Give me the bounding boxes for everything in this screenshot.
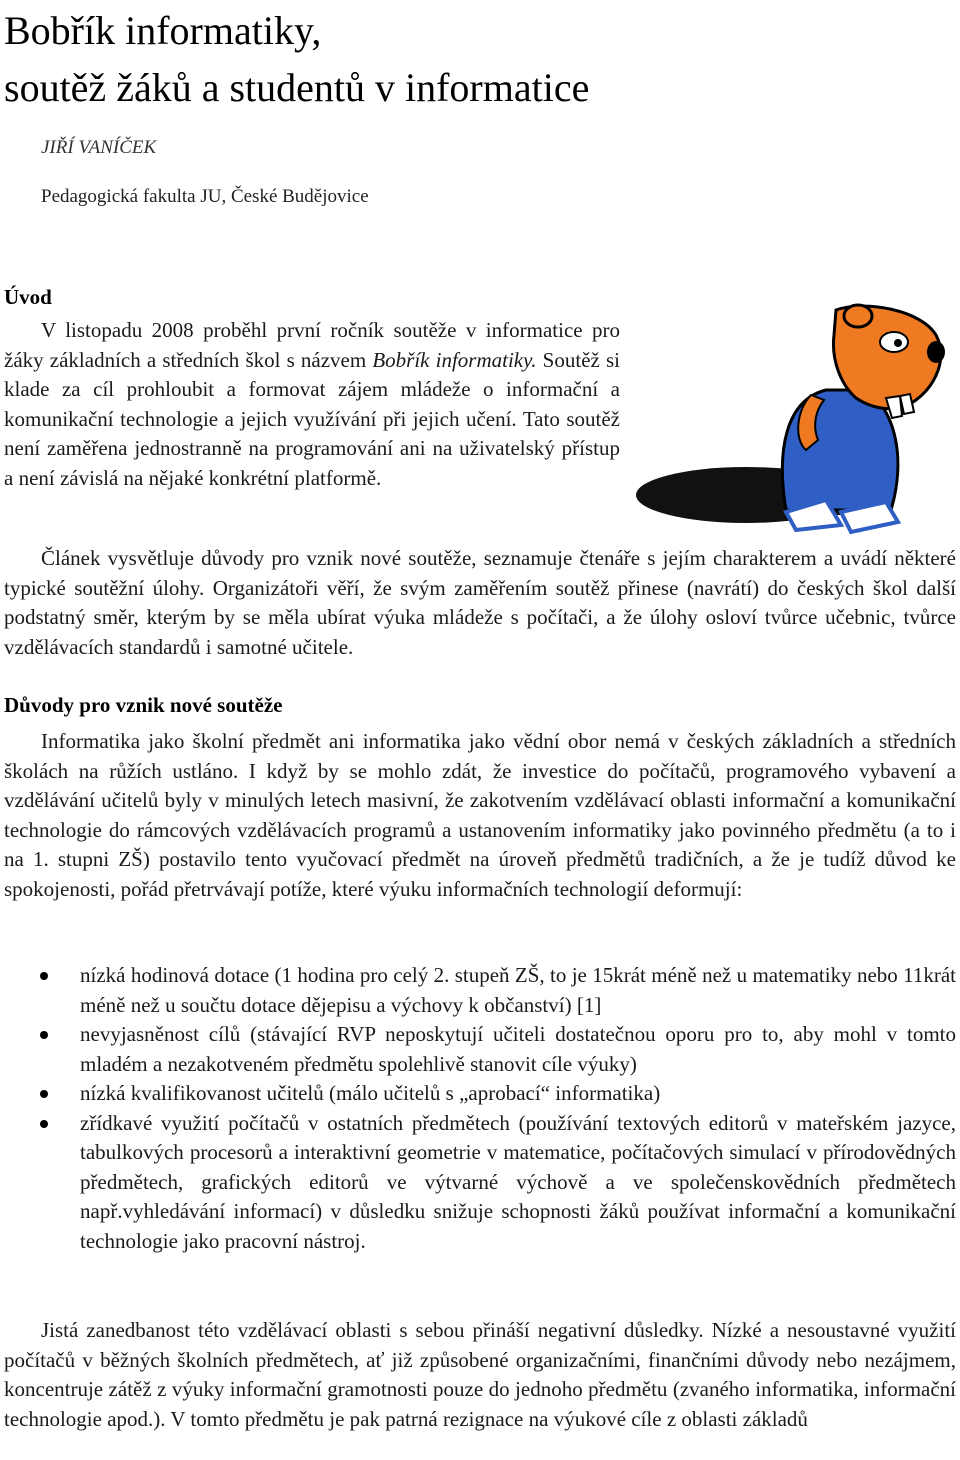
intro-p1-rest: Soutěž si klade za cíl prohloubit a formovat zájem mládeže o informační a komunikační technologie a jejich využívání při jejich učení. Tato soutěž není zaměřena jednostranně na programování ani na uživatelský přístup a není závislá na nějaké konkrétní platformě. [4, 347, 620, 490]
beaver-nose [927, 341, 945, 363]
section-heading-reasons: Důvody pro vznik nové soutěže [4, 693, 283, 717]
author-name: JIŘÍ VANÍČEK [41, 137, 157, 158]
bullet-icon [40, 1090, 48, 1098]
beaver-teeth [886, 394, 914, 418]
bullet-icon [40, 1120, 48, 1128]
competition-name: Bobřík informatiky. [372, 347, 537, 372]
author-affiliation: Pedagogická fakulta JU, České Budějovice [41, 186, 369, 207]
list-item: zřídkavé využití počítačů v ostatních předmětech (používání textových editorů v mateřském jazyce, tabulkových procesorů a interaktivní geometrie v matematice, počítačových simulací v přírodovědných předmětech, grafických editorů ve výtvarné výchově a ve společenskovědních předmětech např.vyhledávání informací) v důsledku snižuje schopnosti žáků používat informační a komunikační technologie jako pracovní nástroj. [4, 1109, 956, 1257]
beaver-eye [880, 332, 908, 352]
intro-paragraph-2: Článek vysvětluje důvody pro vznik nové soutěže, seznamuje čtenáře s jejím charakterem a uvádí některé typické soutěžní úlohy. Organizátoři věří, že svým zaměřením soutěž přinese (navrátí) do českých škol další podstatný směr, kterým by se měla ubírat výuka mládeže s počítači, a že úlohy osloví tvůrce učebnic, tvůrce vzdělávacích standardů i samotné učitele. [4, 546, 956, 659]
list-item: nízká kvalifikovanost učitelů (málo učitelů s „aprobací“ informatika) [4, 1079, 956, 1109]
bullet-icon [40, 972, 48, 980]
title-line-2: soutěž žáků a studentů v informatice [4, 65, 590, 110]
intro-paragraph-1 [4, 316, 620, 493]
reasons-paragraph-1: Informatika jako školní předmět ani informatika jako vědní obor nemá v českých základních a středních školách na růžích ustláno. I když by se mohlo zdát, že investice do počítačů, programového vybavení a vzdělávání učitelů byly v minulých letech masivní, že zakotvením vzdělávací oblasti informační a komunikační technologie do rámcových vzdělávacích programů a ustanovením informatiky jako povinného předmětu (a to i na 1. stupni ZŠ) postavilo tento vyučovací předmět na úroveň předmětů tradičních, a že je tudíž důvod ke spokojenosti, pořád přetrvávají potíže, které výuku informačních technologií deformují: [4, 729, 956, 901]
beaver-pupil [894, 339, 902, 347]
section-heading-intro: Úvod [4, 285, 52, 309]
list-item: nízká hodinová dotace (1 hodina pro celý 2. stupeň ZŠ, to je 15krát méně než u matematiky nebo 11krát méně než u součtu dotace dějepisu a výchovy k občanství) [1] [4, 961, 956, 1020]
page-title [4, 2, 589, 116]
beaver-ear [844, 305, 872, 327]
title-line-1: Bobřík informatiky, [4, 8, 322, 53]
intro-p1-start: V listopadu 2008 proběhl první ročník soutěže v informatice pro žáky základních a středních škol s názvem [4, 318, 620, 372]
list-item: nevyjasněnost cílů (stávající RVP neposkytují učiteli dostatečnou oporu pro to, aby mohl v tomto mladém a nezakotveném předmětu spolehlivě stanovit cíle výuky) [4, 1020, 956, 1079]
beaver-mascot-illustration [636, 290, 956, 550]
bullet-icon [40, 1031, 48, 1039]
problems-list [4, 961, 956, 1256]
reasons-paragraph-2: Jistá zanedbanost této vzdělávací oblasti s sebou přináší negativní důsledky. Nízké a nesoustavné využití počítačů v běžných školních předmětech, ať již způsobené organizačními, finančními důvody nebo nezájmem, koncentruje zátěž z výuky informační gramotnosti pouze do jednoho předmětu (zvaného informatika, informační technologie apod.). V tomto předmětu je pak patrná rezignace na výukové cíle z oblasti základů [4, 1318, 956, 1431]
